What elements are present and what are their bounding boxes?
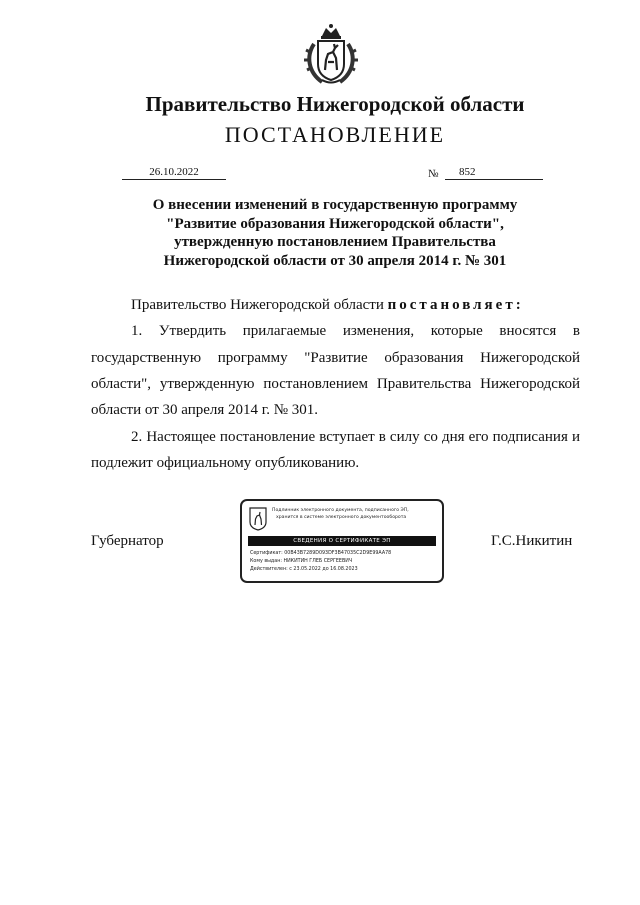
signatory-position: Губернатор [91, 533, 164, 549]
paragraph-2-line: подлежит официальному опубликованию. [91, 455, 360, 471]
stamp-certificate: Сертификат: 00B43B7289D093DF3B47035C2D9E99AA78 [250, 551, 392, 556]
stamp-header-line: хранится в системе электронного документооборота [276, 515, 407, 520]
document-type: ПОСТАНОВЛЕНИЕ [224, 122, 446, 147]
document-date: 26.10.2022 [122, 166, 226, 180]
stamp-header-line: Подлинник электронного документа, подписанного ЭП, [272, 508, 409, 513]
stamp-emblem-icon [249, 507, 267, 531]
document-subject [0, 196, 640, 270]
organization-title: Правительство Нижегородской области [145, 92, 525, 116]
signatory-name: Г.С.Никитин [491, 533, 573, 549]
paragraph-1-line: области от 30 апреля 2014 г. № 301. [91, 402, 319, 418]
resolves-word: постановляет: [387, 297, 524, 313]
stamp-title: СВЕДЕНИЯ О СЕРТИФИКАТЕ ЭП [248, 536, 436, 546]
intro-paragraph [131, 297, 524, 314]
document-number: 852 [445, 166, 543, 180]
number-sign: № [428, 168, 439, 180]
subject-line: утвержденную постановлением Правительства [174, 234, 496, 250]
subject-line: Нижегородской области от 30 апреля 2014 г. № 301 [163, 252, 507, 269]
stamp-validity: Действителен: с 23.05.2022 до 16.08.2023 [250, 567, 358, 572]
paragraph-1-line: государственную программу "Развитие образования Нижегородской [91, 350, 580, 366]
stamp-header [272, 507, 442, 521]
paragraph-1-line: области", утвержденную постановлением Правительства Нижегородской [91, 376, 580, 392]
subject-line: "Развитие образования Нижегородской области", [166, 215, 504, 232]
paragraph-2-line: 2. Настоящее постановление вступает в силу со дня его подписания и [131, 429, 580, 445]
stamp-issued-to: Кому выдан: НИКИТИН ГЛЕБ СЕРГЕЕВИЧ [250, 559, 353, 564]
electronic-signature-stamp [240, 499, 444, 583]
intro-text: Правительство Нижегородской области [131, 297, 388, 313]
subject-line: О внесении изменений в государственную программу [152, 197, 518, 213]
paragraph-1-line: 1. Утвердить прилагаемые изменения, которые вносятся в [131, 323, 580, 339]
coat-of-arms-icon [300, 22, 362, 86]
